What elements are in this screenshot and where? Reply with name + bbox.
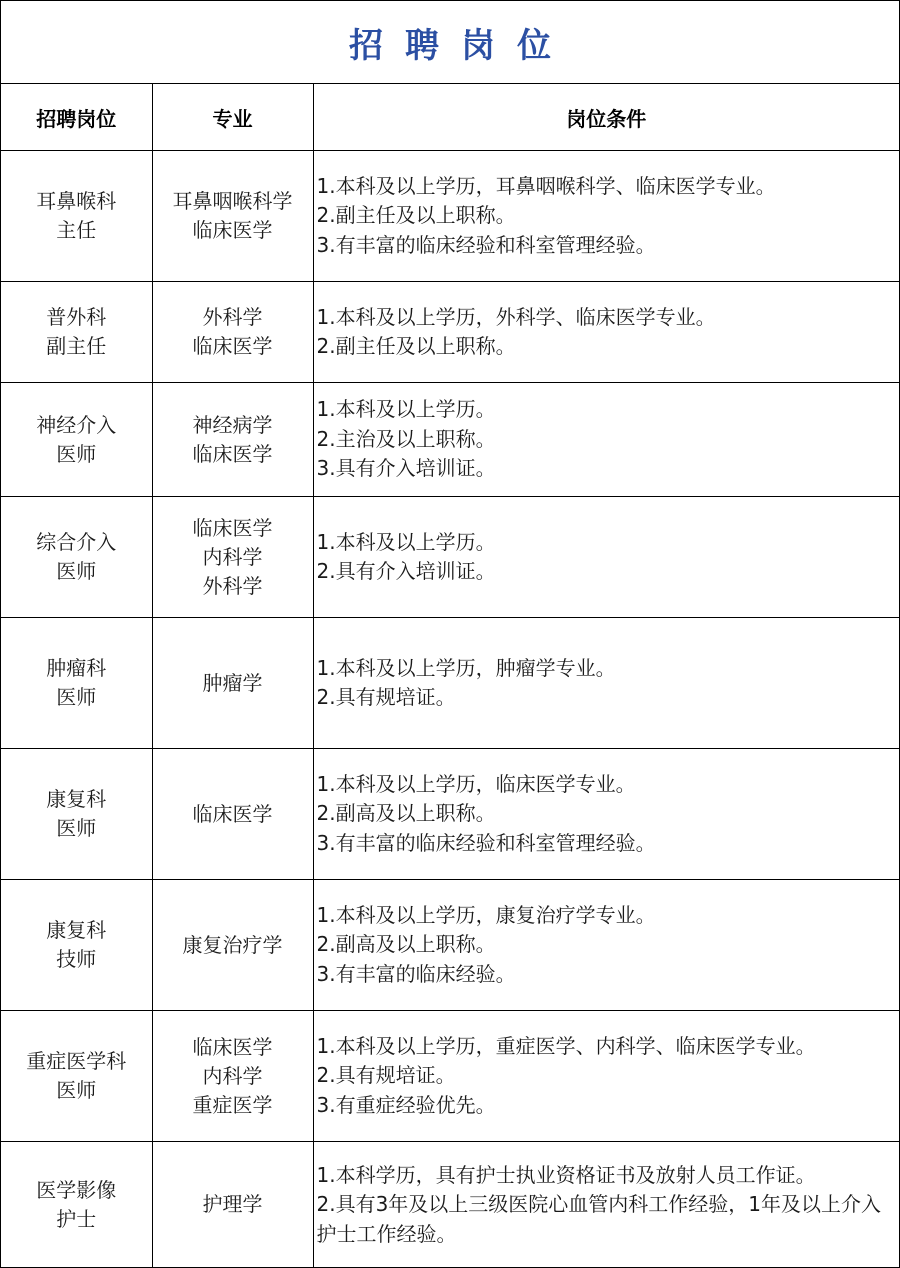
major-line: 肿瘤学	[202, 670, 263, 695]
major-cell	[152, 497, 313, 618]
position-line: 主任	[56, 218, 97, 242]
recruitment-table	[1, 84, 899, 1268]
position-line: 技师	[56, 947, 97, 971]
conditions-cell	[313, 383, 899, 497]
condition-item: 2.副高及以上职称。	[316, 801, 496, 826]
header-conditions: 岗位条件	[313, 84, 899, 151]
position-line: 肿瘤科	[46, 656, 107, 680]
condition-item: 2.具有规培证。	[316, 685, 456, 709]
condition-item: 1.本科及以上学历。	[316, 397, 496, 422]
major-line: 重症医学	[192, 1092, 273, 1117]
table-row	[1, 880, 899, 1011]
condition-item: 1.本科及以上学历，临床医学专业。	[316, 771, 636, 796]
major-cell	[152, 151, 313, 282]
position-cell	[1, 749, 152, 880]
position-line: 神经介入	[36, 412, 117, 437]
condition-item: 2.具有介入培训证。	[316, 559, 496, 583]
major-line: 神经病学	[192, 412, 273, 437]
condition-item: 3.有丰富的临床经验。	[316, 961, 516, 986]
major-line: 内科学	[202, 1063, 263, 1088]
major-line: 临床医学	[192, 218, 273, 242]
position-line: 重症医学科	[26, 1049, 127, 1073]
major-line: 临床医学	[192, 334, 273, 358]
position-line: 医学影像	[36, 1177, 117, 1202]
major-line: 临床医学	[192, 515, 273, 540]
conditions-cell	[313, 618, 899, 749]
condition-item: 1.本科及以上学历，康复治疗学专业。	[316, 902, 656, 927]
condition-item: 2.副主任及以上职称。	[316, 334, 516, 358]
position-line: 医师	[56, 816, 97, 840]
condition-item: 2.副高及以上职称。	[316, 932, 496, 957]
table-row	[1, 282, 899, 383]
table-row	[1, 1142, 899, 1268]
position-cell	[1, 497, 152, 618]
page-title: 招聘岗位	[349, 25, 573, 66]
position-line: 综合介入	[36, 530, 117, 554]
header-major: 专业	[152, 84, 313, 151]
major-line: 内科学	[202, 544, 263, 569]
major-cell	[152, 749, 313, 880]
condition-item: 2.具有规培证。	[316, 1063, 456, 1088]
position-line: 康复科	[46, 787, 107, 811]
conditions-cell	[313, 1142, 899, 1268]
position-line: 医师	[56, 1078, 97, 1102]
condition-item: 1.本科及以上学历，重症医学、内科学、临床医学专业。	[316, 1033, 816, 1058]
position-cell	[1, 880, 152, 1011]
major-line: 外科学	[202, 305, 263, 329]
table-row	[1, 383, 899, 497]
conditions-cell	[313, 880, 899, 1011]
position-line: 康复科	[46, 918, 107, 942]
conditions-cell	[313, 749, 899, 880]
condition-item: 3.有丰富的临床经验和科室管理经验。	[316, 830, 656, 855]
title-bar	[1, 1, 899, 84]
table-row	[1, 618, 899, 749]
major-line: 耳鼻咽喉科学	[172, 189, 293, 213]
major-line: 护理学	[202, 1192, 263, 1217]
conditions-cell	[313, 497, 899, 618]
condition-item: 1.本科及以上学历，外科学、临床医学专业。	[316, 304, 716, 329]
header-position: 招聘岗位	[1, 84, 152, 151]
condition-item: 3.有重症经验优先。	[316, 1092, 496, 1117]
position-line: 医师	[56, 685, 97, 709]
major-line: 临床医学	[192, 1034, 273, 1059]
major-cell	[152, 618, 313, 749]
table-body	[1, 151, 899, 1268]
conditions-cell	[313, 151, 899, 282]
major-line: 外科学	[202, 573, 263, 598]
position-cell	[1, 1011, 152, 1142]
condition-item: 2.主治及以上职称。	[316, 426, 496, 451]
position-line: 医师	[56, 559, 97, 583]
major-line: 临床医学	[192, 441, 273, 466]
table-row	[1, 151, 899, 282]
condition-item: 3.具有介入培训证。	[316, 456, 496, 481]
condition-item: 2.副主任及以上职称。	[316, 203, 516, 228]
position-cell	[1, 618, 152, 749]
condition-item: 1.本科及以上学历。	[316, 529, 496, 554]
condition-item: 2.具有3年及以上三级医院心血管内科工作经验，1年及以上介入护士工作经验。	[316, 1192, 882, 1246]
table-row	[1, 1011, 899, 1142]
major-line: 临床医学	[192, 801, 273, 826]
position-cell	[1, 151, 152, 282]
conditions-cell	[313, 1011, 899, 1142]
position-cell	[1, 282, 152, 383]
position-line: 医师	[56, 441, 97, 466]
position-line: 普外科	[46, 305, 107, 329]
condition-item: 3.有丰富的临床经验和科室管理经验。	[316, 232, 656, 257]
major-cell	[152, 1011, 313, 1142]
condition-item: 1.本科及以上学历，肿瘤学专业。	[316, 655, 616, 680]
table-row	[1, 749, 899, 880]
condition-item: 1.本科及以上学历，耳鼻咽喉科学、临床医学专业。	[316, 173, 776, 198]
position-line: 副主任	[46, 334, 107, 358]
major-cell	[152, 1142, 313, 1268]
position-line: 护士	[56, 1206, 97, 1231]
position-line: 耳鼻喉科	[36, 189, 117, 213]
major-cell	[152, 383, 313, 497]
position-cell	[1, 383, 152, 497]
position-cell	[1, 1142, 152, 1268]
major-cell	[152, 282, 313, 383]
major-cell	[152, 880, 313, 1011]
major-line: 康复治疗学	[182, 932, 283, 957]
condition-item: 1.本科学历，具有护士执业资格证书及放射人员工作证。	[316, 1162, 816, 1187]
conditions-cell	[313, 282, 899, 383]
table-row	[1, 497, 899, 618]
header-row	[1, 84, 899, 151]
